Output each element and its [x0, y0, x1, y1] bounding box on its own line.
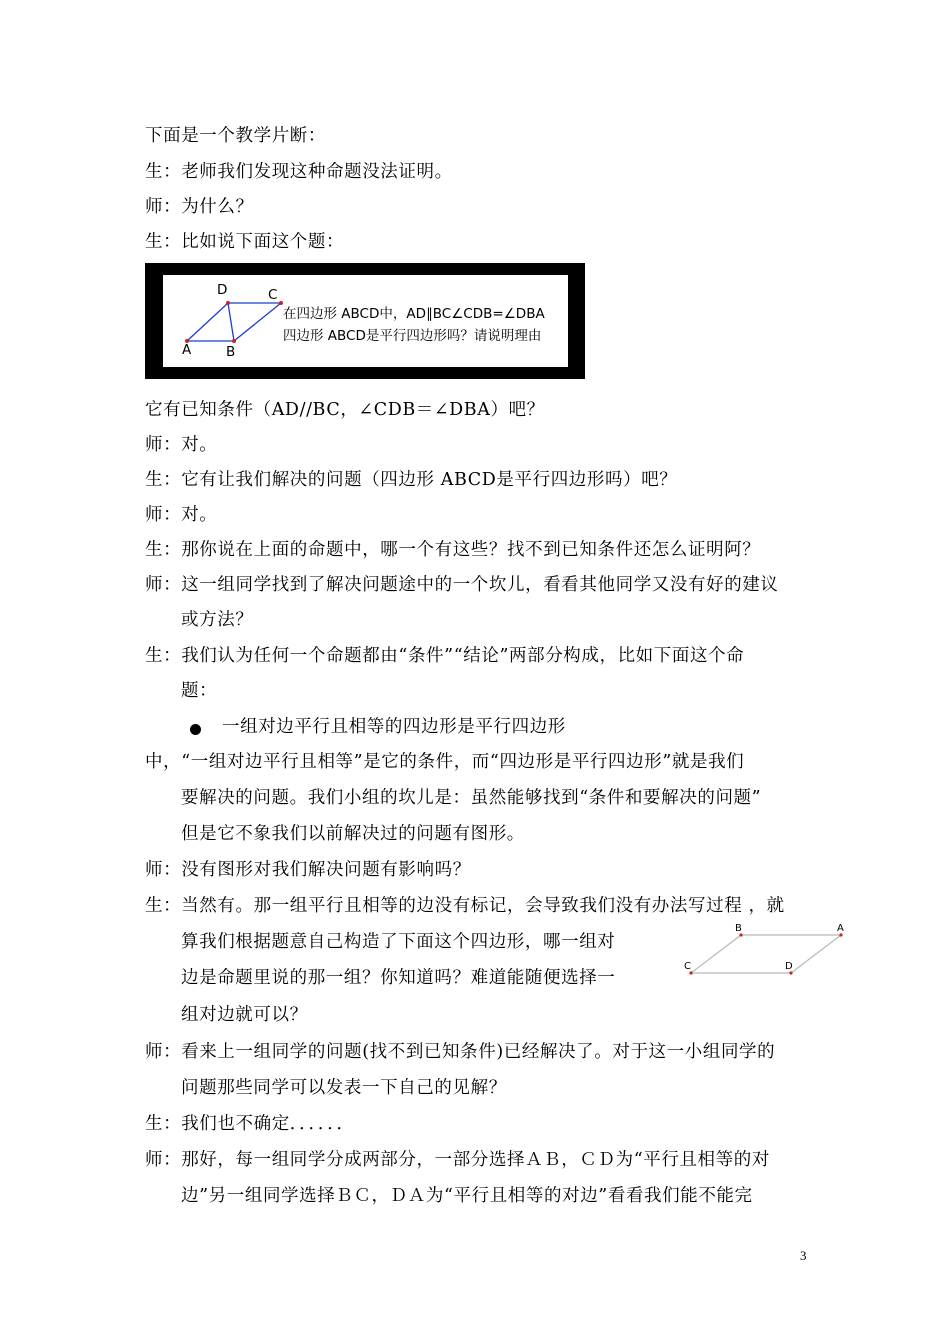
- quadrilateral-bacd: [691, 935, 841, 973]
- dialogue-line: [145, 858, 471, 882]
- label-b: B: [226, 344, 236, 360]
- dialogue-line: [145, 195, 254, 219]
- dialogue-line: [145, 573, 779, 597]
- line-text: 我们认为任何一个命题都由“条件”“结论”两部分构成，比如下面这个命: [181, 646, 745, 666]
- speaker-label: 师：: [145, 1042, 182, 1062]
- dialogue-line: [145, 1040, 775, 1064]
- speaker-label: 生：: [145, 1114, 182, 1134]
- label-c: C: [684, 961, 691, 972]
- line-text: 或方法？: [181, 610, 254, 630]
- label-d: D: [785, 961, 793, 972]
- dialogue-line: [145, 538, 760, 562]
- line-text: 它有让我们解决的问题（四边形 ABCD是平行四边形吗）吧？: [181, 470, 678, 490]
- dialogue-line-cont: [181, 966, 615, 990]
- bullet-item: [222, 715, 566, 739]
- dialogue-line: [145, 468, 677, 492]
- dialogue-line: [145, 433, 217, 457]
- line-text: 题：: [181, 681, 218, 701]
- dialogue-line-cont: [181, 1076, 507, 1100]
- label-b: B: [735, 923, 742, 934]
- line-text: 算我们根据题意自己构造了下面这个四边形，哪一组对: [181, 932, 616, 952]
- label-a: A: [182, 342, 192, 358]
- dialogue-line-cont: [181, 679, 217, 703]
- line-text: 要解决的问题。我们小组的坎儿是：虽然能够找到“条件和要解决的问题”: [181, 788, 762, 808]
- line-text: 那好，每一组同学分成两部分，一部分选择ＡＢ，ＣＤ为“平行且相等的对: [181, 1150, 770, 1170]
- label-a: A: [837, 923, 844, 934]
- line-text: 中，“一组对边平行且相等”是它的条件，而“四边形是平行四边形”就是我们: [145, 752, 745, 772]
- line-text: 对。: [181, 435, 218, 455]
- speaker-label: 生：: [145, 646, 182, 666]
- speaker-label: 师：: [145, 197, 182, 217]
- dialogue-line: [145, 644, 744, 668]
- speaker-label: 师：: [145, 860, 182, 880]
- line-text: 没有图形对我们解决问题有影响吗？: [181, 860, 471, 880]
- dialogue-line-cont: [181, 1003, 308, 1027]
- dialogue-line: [145, 1148, 770, 1172]
- page-number: 3: [800, 1248, 807, 1263]
- quadrilateral-diagram: [675, 918, 855, 983]
- line-text: 这一组同学找到了解决问题途中的一个坎儿，看看其他同学又没有好的建议: [181, 575, 779, 595]
- dialogue-line-cont: [181, 822, 525, 846]
- line-text: 问题那些同学可以发表一下自己的见解？: [181, 1078, 507, 1098]
- dialogue-line-cont: [181, 930, 615, 954]
- line-text: 边是命题里说的那一组？你知道吗？难道能随便选择一: [181, 968, 616, 988]
- dialogue-line: [145, 1112, 355, 1136]
- speaker-label: 师：: [145, 505, 182, 525]
- line-text: 我们也不确定．．．．．．: [181, 1114, 355, 1134]
- line-text: 对。: [181, 505, 218, 525]
- dialogue-line-cont: [181, 608, 253, 632]
- line-text: 当然有。那一组平行且相等的边没有标记，会导致我们没有办法写过程 ，就: [181, 896, 785, 916]
- line-text: 但是它不象我们以前解决过的问题有图形。: [181, 824, 525, 844]
- problem-statement-line1: 在四边形 ABCD中，AD∥BC∠CDB=∠DBA: [283, 306, 545, 322]
- dialogue-line: [145, 398, 545, 422]
- bullet-icon: [190, 724, 201, 735]
- diagonal-bd: [228, 303, 234, 341]
- line-text: 边”另一组同学选择ＢＣ，ＤＡ为“平行且相等的对边”看看我们能不能完: [181, 1186, 753, 1206]
- speaker-label: 生：: [145, 470, 182, 490]
- dialogue-line-cont: [181, 1184, 753, 1208]
- problem-figure-canvas: [163, 275, 568, 367]
- problem-figure: [145, 263, 585, 379]
- dialogue-line: [145, 894, 785, 918]
- line-text: 那你说在上面的命题中，哪一个有这些？找不到已知条件还怎么证明阿？: [181, 540, 761, 560]
- quadrilateral-abcd: [187, 303, 281, 341]
- problem-statement-line2: 四边形 ABCD是平行四边形吗？请说明理由: [283, 328, 542, 344]
- line-text: 看来上一组同学的问题(找不到已知条件)已经解决了。对于这一小组同学的: [181, 1042, 776, 1062]
- line-text: 老师我们发现这种命题没法证明。: [181, 162, 453, 182]
- line-text: 一组对边平行且相等的四边形是平行四边形: [222, 717, 566, 737]
- dialogue-line: [145, 503, 217, 527]
- speaker-label: 师：: [145, 1150, 182, 1170]
- dialogue-line-cont: [181, 786, 761, 810]
- dialogue-line: [145, 750, 744, 774]
- line-text: 为什么？: [181, 197, 254, 217]
- dialogue-line: [145, 160, 453, 184]
- dialogue-line: [145, 230, 344, 254]
- line-text: 比如说下面这个题：: [181, 232, 345, 252]
- speaker-label: 师：: [145, 435, 182, 455]
- speaker-label: 生：: [145, 896, 182, 916]
- speaker-label: 生：: [145, 232, 182, 252]
- line-text: 下面是一个教学片断：: [145, 126, 326, 146]
- speaker-label: 生：: [145, 540, 182, 560]
- label-c: C: [268, 287, 278, 303]
- constructed-quadrilateral-figure: [675, 918, 855, 983]
- point-d: [226, 301, 230, 305]
- line-text: 它有已知条件（AD//BC，∠CDB＝∠DBA）吧？: [145, 400, 545, 420]
- label-d: D: [217, 282, 228, 298]
- intro-line: [145, 124, 326, 148]
- speaker-label: 师：: [145, 575, 182, 595]
- line-text: 组对边就可以？: [181, 1005, 308, 1025]
- speaker-label: 生：: [145, 162, 182, 182]
- point-b: [232, 339, 236, 343]
